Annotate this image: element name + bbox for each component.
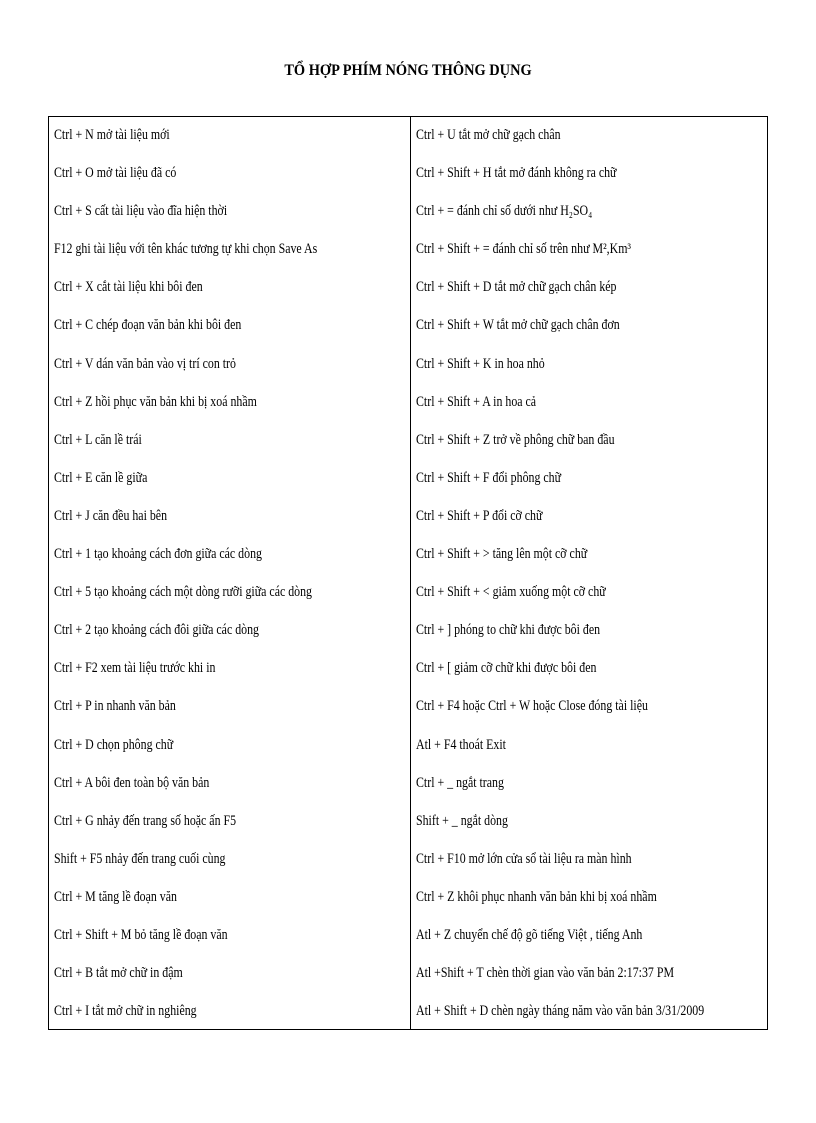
shortcut-row [411, 539, 767, 577]
shortcut-text: Ctrl + Shift + D tắt mở chữ gạch chân kép [415, 279, 617, 296]
shortcut-text: Ctrl + Shift + F đổi phông chữ [415, 469, 561, 486]
shortcut-text: Ctrl + L căn lề trái [54, 431, 142, 448]
shortcut-text: Ctrl + J căn đều hai bên [54, 507, 168, 524]
shortcut-text: Ctrl + N mở tài liệu mới [54, 127, 170, 143]
shortcut-text: Ctrl + X cắt tài liệu khi bôi đen [54, 279, 203, 296]
shortcut-text: Ctrl + S cất tài liệu vào đĩa hiện thời [54, 203, 228, 220]
shortcut-text: Ctrl + ] phóng to chữ khi được bôi đen [415, 622, 600, 639]
shortcut-row [49, 234, 410, 272]
shortcut-text: Ctrl + Shift + Z trở về phông chữ ban đầu [415, 431, 615, 448]
shortcut-row [49, 463, 410, 501]
shortcut-text: Ctrl + F10 mở lớn cửa sổ tài liệu ra màn hình [415, 850, 632, 867]
shortcut-text: Ctrl + _ ngắt trang [415, 774, 504, 791]
shortcut-row [49, 501, 410, 539]
shortcut-row [49, 158, 410, 196]
shortcut-text: Ctrl + Z khôi phục nhanh văn bản khi bị xoá nhầm [415, 888, 657, 905]
shortcut-row [411, 768, 767, 806]
shortcut-row [49, 806, 410, 844]
shortcut-row [411, 120, 767, 158]
shortcut-row [411, 844, 767, 882]
shortcut-row [49, 272, 410, 310]
shortcut-row [411, 463, 767, 501]
shortcut-row [49, 730, 410, 768]
shortcut-text: Ctrl + = đánh chỉ số dưới như H₂SO₄ [415, 203, 592, 220]
shortcut-row [411, 920, 767, 958]
shortcut-text: Shift + F5 nhảy đến trang cuối cùng [54, 850, 226, 867]
shortcut-text: Ctrl + Shift + < giảm xuống một cỡ chữ [415, 584, 606, 601]
shortcut-row [411, 806, 767, 844]
shortcut-row [49, 958, 410, 996]
shortcut-row [411, 996, 767, 1034]
shortcut-row [49, 768, 410, 806]
shortcut-row [411, 272, 767, 310]
shortcut-text: Ctrl + D chọn phông chữ [54, 736, 174, 753]
shortcut-text: Ctrl + 2 tạo khoảng cách đôi giữa các dòng [54, 622, 259, 639]
shortcut-row [411, 158, 767, 196]
shortcut-row [411, 387, 767, 425]
shortcut-row [411, 577, 767, 615]
shortcut-text: Ctrl + 5 tạo khoảng cách một dòng rưỡi giữa các dòng [54, 584, 313, 601]
shortcut-text: Atl +Shift + T chèn thời gian vào văn bản 2:17:37 PM [415, 965, 674, 982]
shortcut-text: Ctrl + Shift + M bỏ tăng lề đoạn văn [54, 926, 228, 943]
right-column [411, 117, 767, 1029]
shortcut-text: Ctrl + F4 hoặc Ctrl + W hoặc Close đóng tài liệu [415, 698, 648, 715]
page-title: TỔ HỢP PHÍM NÓNG THÔNG DỤNG [284, 62, 532, 79]
shortcut-row [411, 196, 767, 234]
shortcut-row [411, 615, 767, 653]
shortcut-text: Ctrl + F2 xem tài liệu trước khi in [54, 660, 216, 677]
shortcut-text: Ctrl + C chép đoạn văn bản khi bôi đen [54, 317, 242, 334]
shortcut-row [411, 349, 767, 387]
shortcut-row [49, 844, 410, 882]
shortcut-text: Ctrl + Shift + = đánh chỉ số trên như M²,Km³ [415, 241, 631, 258]
shortcut-text: Ctrl + M tăng lề đoạn văn [54, 888, 177, 905]
shortcut-table [48, 116, 768, 1030]
shortcut-row [49, 539, 410, 577]
shortcut-text: Ctrl + Shift + W tắt mở chữ gạch chân đơn [415, 317, 620, 334]
shortcut-text: Ctrl + U tắt mở chữ gạch chân [415, 127, 561, 143]
shortcut-text: Ctrl + P in nhanh văn bản [54, 698, 176, 715]
shortcut-row [49, 387, 410, 425]
shortcut-row [49, 882, 410, 920]
shortcut-row [411, 501, 767, 539]
shortcut-text: Ctrl + E căn lề giữa [54, 469, 148, 486]
shortcut-row [49, 920, 410, 958]
shortcut-row [49, 120, 410, 158]
shortcut-row [411, 958, 767, 996]
shortcut-row [411, 425, 767, 463]
shortcut-row [49, 577, 410, 615]
shortcut-text: Ctrl + Shift + P đổi cỡ chữ [415, 507, 543, 524]
shortcut-text: Ctrl + Shift + A in hoa cả [415, 393, 536, 410]
shortcut-text: Ctrl + V dán văn bản vào vị trí con trỏ [54, 355, 236, 372]
shortcut-row [49, 425, 410, 463]
shortcut-text: Ctrl + G nhảy đến trang số hoặc ấn F5 [54, 812, 237, 829]
shortcut-row [411, 730, 767, 768]
shortcut-text: Ctrl + Shift + K in hoa nhỏ [415, 355, 545, 372]
shortcut-row [411, 653, 767, 691]
shortcut-text: Ctrl + Shift + > tăng lên một cỡ chữ [415, 546, 587, 563]
shortcut-text: Atl + F4 thoát Exit [415, 736, 506, 753]
shortcut-text: Ctrl + Shift + H tắt mở đánh không ra chữ [415, 165, 617, 182]
shortcut-row [411, 234, 767, 272]
shortcut-row [49, 310, 410, 348]
shortcut-row [49, 996, 410, 1034]
shortcut-text: Ctrl + Z hồi phục văn bản khi bị xoá nhầm [54, 393, 257, 410]
shortcut-text: Shift + _ ngắt dòng [415, 812, 508, 829]
shortcut-row [411, 882, 767, 920]
shortcut-text: Atl + Shift + D chèn ngày tháng năm vào văn bản 3/31/2009 [415, 1003, 704, 1020]
shortcut-row [49, 196, 410, 234]
left-column [49, 117, 411, 1029]
shortcut-text: Ctrl + O mở tài liệu đã có [54, 165, 177, 182]
shortcut-row [411, 310, 767, 348]
shortcut-text: Ctrl + [ giảm cỡ chữ khi được bôi đen [415, 660, 597, 677]
shortcut-text: Ctrl + A bôi đen toàn bộ văn bản [54, 774, 210, 791]
shortcut-text: Ctrl + I tắt mở chữ in nghiêng [54, 1003, 197, 1020]
shortcut-row [49, 691, 410, 729]
shortcut-row [411, 691, 767, 729]
shortcut-row [49, 615, 410, 653]
shortcut-text: Ctrl + 1 tạo khoảng cách đơn giữa các dòng [54, 546, 262, 563]
shortcut-text: Ctrl + B tắt mở chữ in đậm [54, 965, 183, 982]
shortcut-text: Atl + Z chuyển chế độ gõ tiếng Việt , tiếng Anh [415, 926, 642, 943]
shortcut-row [49, 653, 410, 691]
shortcut-row [49, 349, 410, 387]
shortcut-text: F12 ghi tài liệu với tên khác tương tự khi chọn Save As [54, 241, 318, 258]
